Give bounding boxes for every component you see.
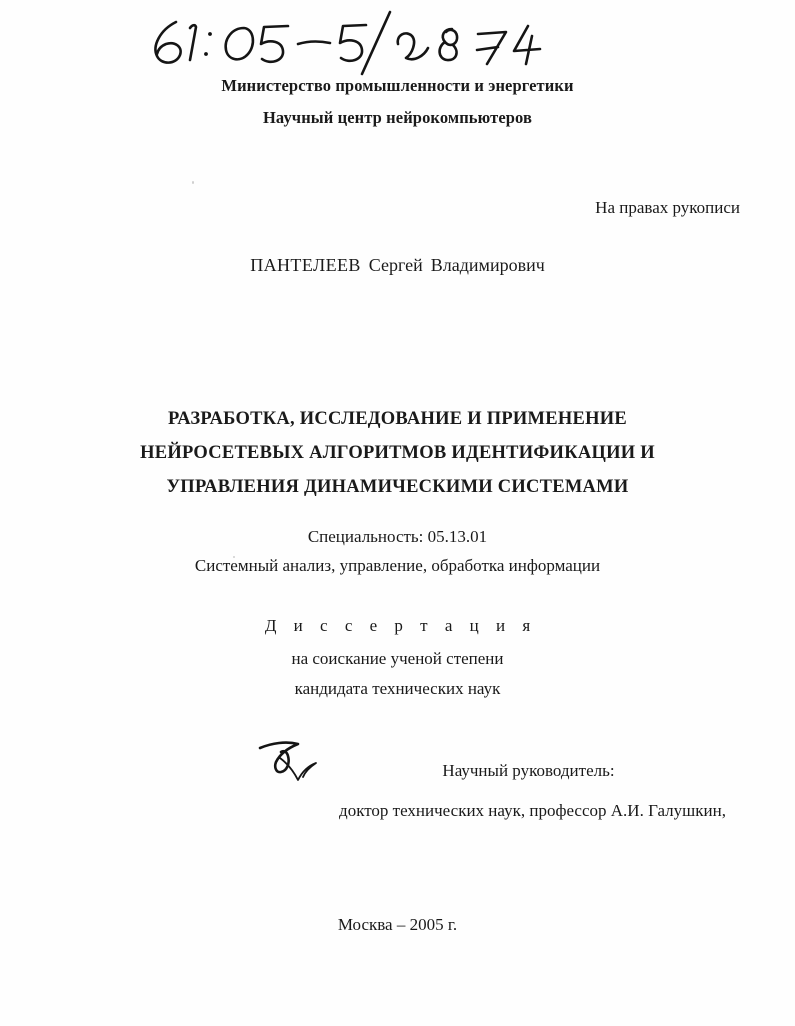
title-line-1: РАЗРАБОТКА, ИССЛЕДОВАНИЕ И ПРИМЕНЕНИЕ [168,409,627,429]
work-type-label: Д и с с е р т а ц и я [264,616,537,635]
ministry-line: Министерство промышленности и энергетики [221,76,574,95]
dissertation-title [0,402,795,504]
specialty-code: Специальность: 05.13.01 [307,527,488,546]
scan-artifact [192,181,194,184]
specialty-name: Системный анализ, управление, обработка информации [194,556,601,575]
manuscript-rights-note: На правах рукописи [595,198,740,217]
author-surname: ПАНТЕЛЕЕВ [250,255,361,275]
title-line-3: УПРАВЛЕНИЯ ДИНАМИЧЕСКИМИ СИСТЕМАМИ [166,477,629,497]
author-first-name: Сергей [368,255,423,275]
handwritten-archive-number [140,8,540,76]
place-and-year: Москва – 2005 г. [337,915,458,934]
supervisor-name: доктор технических наук, профессор А.И. Галушкин, [339,801,726,820]
research-center-line: Научный центр нейрокомпьютеров [263,108,532,127]
degree-line-1: на соискание ученой степени [291,649,504,668]
supervisor-role-label: Научный руководитель: [442,761,615,780]
author-patronymic: Владимирович [430,255,545,275]
title-line-2: НЕЙРОСЕТЕВЫХ АЛГОРИТМОВ ИДЕНТИФИКАЦИИ И [140,443,655,463]
author-name [0,255,795,276]
degree-line-2: кандидата технических наук [294,679,501,698]
